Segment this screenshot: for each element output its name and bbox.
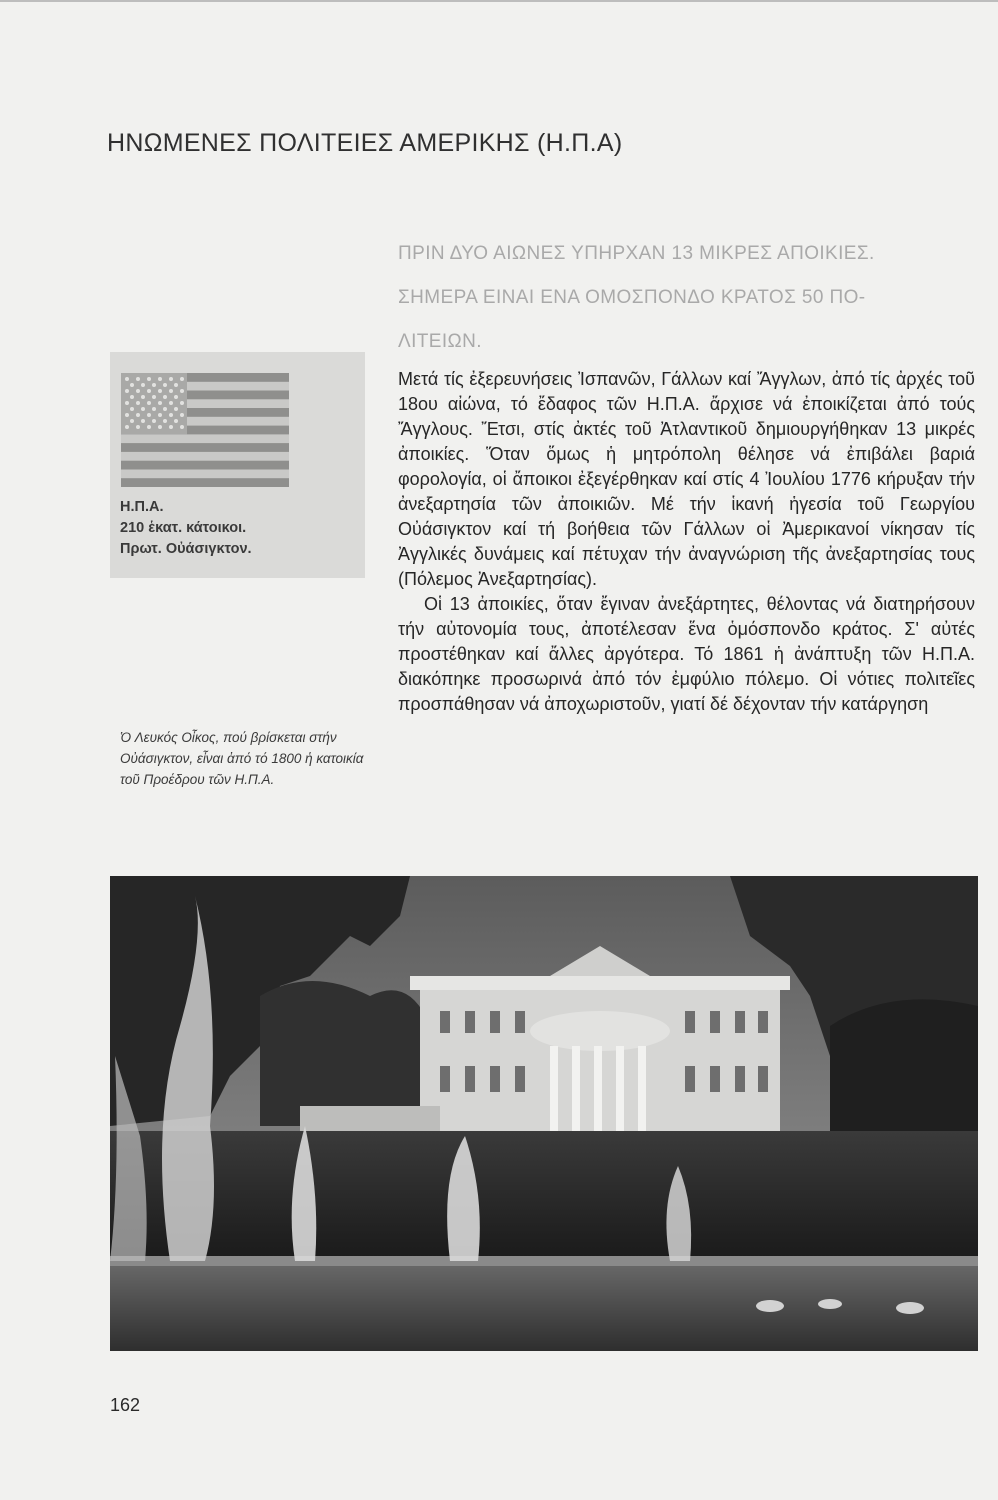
article-body <box>398 367 975 717</box>
usa-flag-icon <box>121 373 289 487</box>
country-abbreviation: Η.Π.Α. <box>120 499 164 515</box>
capital-text: Πρωτ. Οὐάσιγκτον. <box>120 541 252 557</box>
white-house-photo <box>110 876 978 1351</box>
photo-caption: Ὁ Λευκός Οἶκος, πού βρίσκεται στήν Οὐάσιγκτον, εἶναι ἀπό τό 1800 ἡ κατοικία τοῦ Προέδρου τῶν Η.Π.Α. <box>120 730 364 787</box>
subtitle-line: ΠΡΙΝ ΔΥΟ ΑΙΩΝΕΣ ΥΠΗΡΧΑΝ 13 ΜΙΚΡΕΣ ΑΠΟΙΚΙΕΣ. <box>398 243 875 264</box>
population-text: 210 ἑκατ. κάτοικοι. <box>120 520 247 536</box>
subtitle-line: ΣΗΜΕΡΑ ΕΙΝΑΙ ΕΝΑ ΟΜΟΣΠΟΝΔΟ ΚΡΑΤΟΣ 50 ΠΟ- <box>398 287 866 308</box>
page-top-edge <box>0 0 998 2</box>
country-facts <box>120 497 252 560</box>
subtitle-line: ΛΙΤΕΙΩΝ. <box>398 331 482 352</box>
body-paragraph: Μετά τίς ἐξερευνήσεις Ἰσπανῶν, Γάλλων καί Ἄγγλων, ἀπό τίς ἀρχές τοῦ 18ου αἰώνα, τό ἔδαφος τῶν Η.Π.Α. ἄρχισε νά ἐποικίζεται ἀπό τούς Ἄγγλους. Ἔτσι, στίς ἀκτές τοῦ Ἀτλαντικοῦ δημιουργήθηκαν 13 μικρές ἀποικίες. Ὅταν ὅμως ἡ μητρόπολη θέλησε νά ἐπιβάλει βαριά φορολογία, οἱ ἄποικοι ἐξεγέρθηκαν καί στίς 4 Ἰουλίου 1776 κήρυξαν τήν ἀνεξαρτησία τῶν ἀποικιῶν. Μέ τήν ἱκανή ἡγεσία τοῦ Γεωργίου Οὐάσιγκτον καί τή βοήθεια τῶν Γάλλων οἱ Ἀμερικανοί νίκησαν τίς Ἀγγλικές δυνάμεις καί πέτυχαν τήν ἀναγνώριση τῆς ἀνεξαρτησίας τους (Πόλεμος Ἀνεξαρτησίας). <box>398 369 975 589</box>
page-number: 162 <box>110 1395 141 1415</box>
page-title: ΗΝΩΜΕΝΕΣ ΠΟΛΙΤΕΙΕΣ ΑΜΕΡΙΚΗΣ (Η.Π.Α) <box>107 128 623 157</box>
subtitle-block <box>398 232 978 364</box>
body-paragraph: Οἱ 13 ἀποικίες, ὅταν ἔγιναν ἀνεξάρτητες, θέλοντας νά διατηρήσουν τήν αὐτονομία τους, ἀποτέλεσαν ἕνα ὁμόσπονδο κράτος. Σ' αὐτές προστέθηκαν καί ἄλλες ἀργότερα. Τό 1861 ἡ ἀνάπτυξη τῶν Η.Π.Α. διακόπηκε προσωρινά ἀπό τόν ἐμφύλιο πόλεμο. Οἱ νότιες πολιτεῖες προσπάθησαν νά ἀποχωριστοῦν, γιατί δέ δέχονταν τήν κατάργηση <box>398 594 975 714</box>
